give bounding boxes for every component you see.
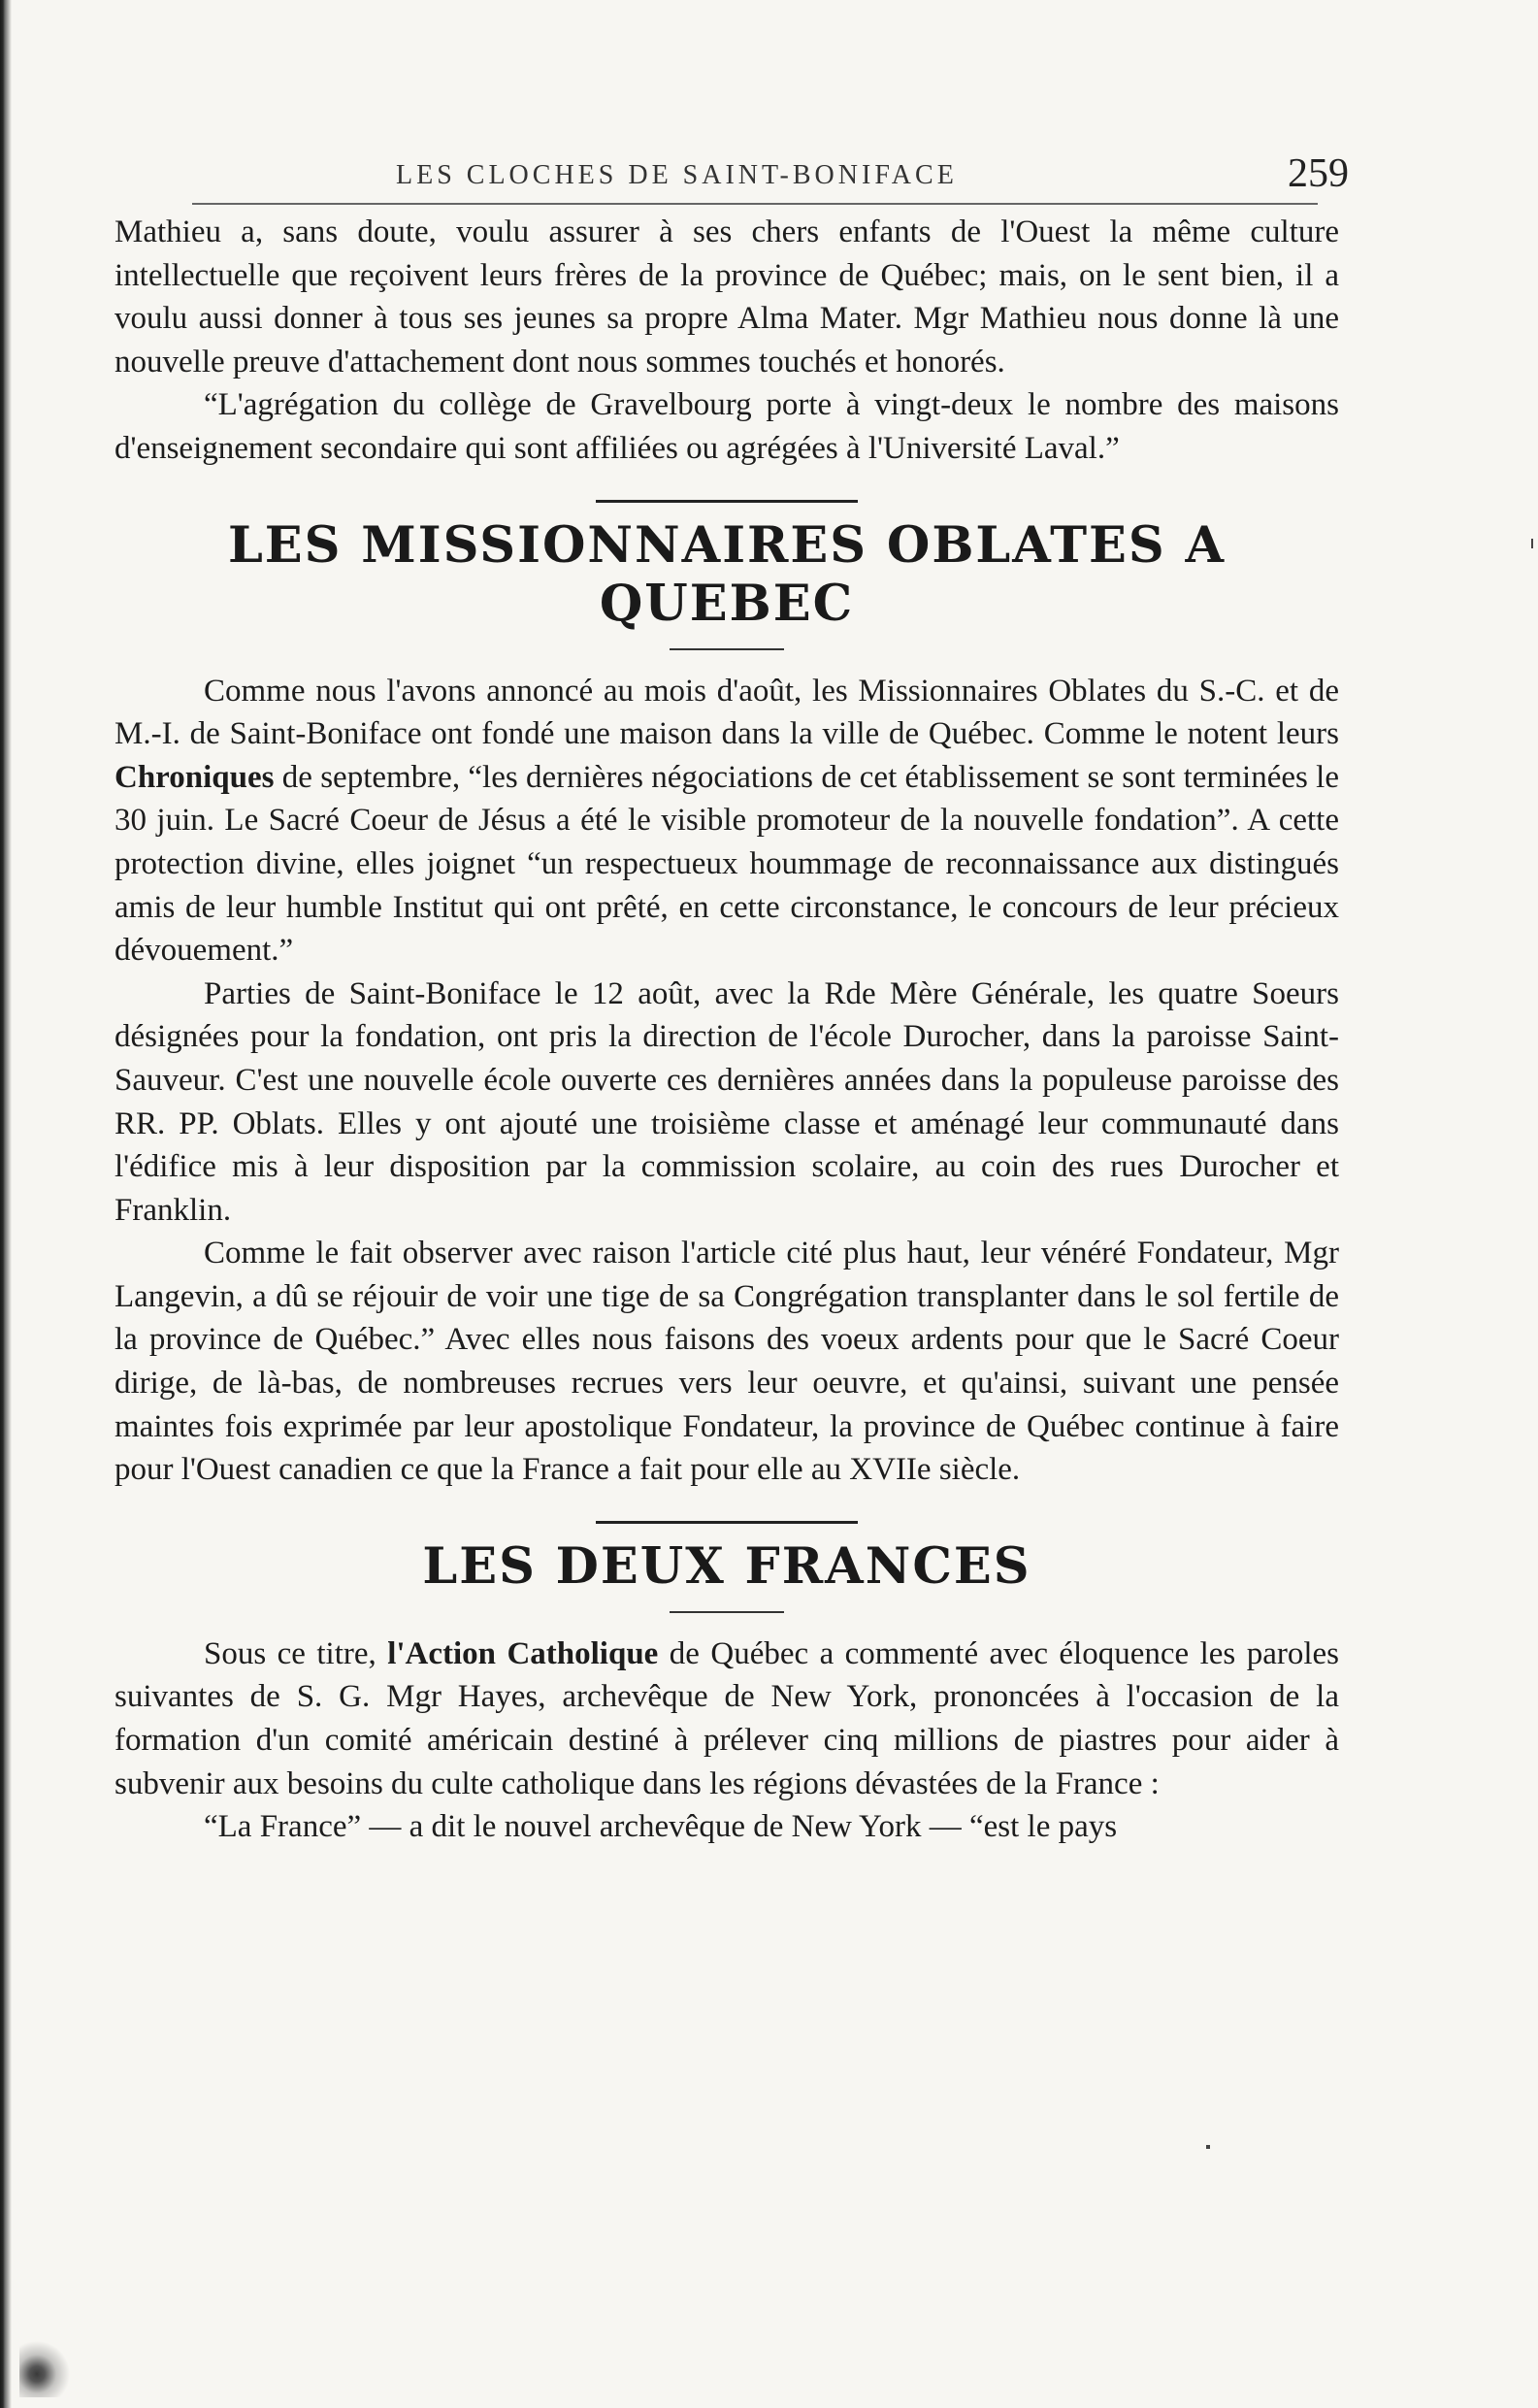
- oblates-paragraph-1: [115, 670, 1339, 973]
- intro-paragraph-1: Mathieu a, sans doute, voulu assurer à ses chers enfants de l'Ouest la même culture intellectuelle que reçoivent leurs frères de la province de Québec; mais, on le sent bien, il a voulu aussi donner à tous ses jeunes sa propre Alma Mater. Mgr Mathieu nous donne là une nouvelle preuve d'attachement dont nous sommes touchés et honorés.: [115, 214, 1339, 379]
- header-rule: [192, 203, 1318, 205]
- binding-edge: [0, 0, 29, 2408]
- running-title: LES CLOCHES DE SAINT-BONIFACE: [396, 160, 958, 190]
- section-heading-deux-frances: LES DEUX FRANCES: [422, 1536, 1031, 1596]
- page-number: 259: [1288, 151, 1349, 196]
- oblates-paragraph-1-text-a: Comme nous l'avons annoncé au mois d'août, les Missionnaires Oblates du S.-C. et de M.-I. de Saint-Boniface ont fondé une maison dans la ville de Québec. Comme le notent leurs: [115, 673, 1339, 752]
- page: [115, 131, 1349, 1849]
- heading-rule: [670, 1611, 784, 1613]
- section-divider: [596, 1521, 858, 1524]
- oblates-paragraph-1-text-b: de septembre, “les dernières négociations de cet établissement se sont terminées le 30 juin. Le Sacré Coeur de Jésus a été le visible promoteur de la nouvelle fondation”. A cette protection divine, elles joignet “un respectueux hoummage de reconnaissance aux distingués amis de leur humble Institut qui ont prêté, en cette circonstance, le concours de leur précieux dévouement.”: [115, 759, 1339, 969]
- section-heading-oblates: LES MISSIONNAIRES OBLATES A QUEBEC: [227, 515, 1227, 633]
- ink-smudge: [19, 2339, 78, 2397]
- running-head: [115, 131, 1349, 199]
- deux-frances-paragraph-1: [115, 1633, 1339, 1805]
- chroniques-title: Chroniques: [115, 759, 275, 795]
- deux-frances-paragraph-1-text-a: Sous ce titre,: [204, 1635, 388, 1671]
- deux-frances-paragraph-1-text-b: de Québec a commenté avec éloquence les paroles suivantes de S. G. Mgr Hayes, archevêque de New York, prononcées à l'occasion de la formation d'un comité américain destiné à prélever cinq millions de piastres pour aider à subvenir aux besoins du culte catholique dans les régions dévastées de la France :: [115, 1635, 1339, 1801]
- section-divider: [596, 500, 858, 503]
- stray-mark: [1206, 2145, 1210, 2149]
- intro-paragraph-2: “L'agrégation du collège de Gravelbourg porte à vingt-deux le nombre des maisons d'enseignement secondaire qui sont affiliées ou agrégées à l'Université Laval.”: [115, 387, 1339, 466]
- stray-mark: [1531, 539, 1533, 548]
- heading-rule: [670, 648, 784, 650]
- oblates-paragraph-2: Parties de Saint-Boniface le 12 août, avec la Rde Mère Générale, les quatre Soeurs désignées pour la fondation, ont pris la direction de l'école Durocher, dans la paroisse Saint- Sauveur. C'est une nouvelle école ouverte ces dernières années dans la populeuse paroisse des RR. PP. Oblats. Elles y ont ajouté une troisième classe et aménagé leur communauté dans l'édifice mis à leur disposition par la commission scolaire, au coin des rues Durocher et Franklin.: [115, 975, 1339, 1228]
- deux-frances-paragraph-2: “La France” — a dit le nouvel archevêque de New York — “est le pays: [204, 1809, 1118, 1845]
- oblates-paragraph-3: Comme le fait observer avec raison l'article cité plus haut, leur vénéré Fondateur, Mgr Langevin, a dû se réjouir de voir une tige de sa Congrégation transplanter dans le sol fertile de la province de Québec.” Avec elles nous faisons des voeux ardents pour que le Sacré Coeur dirige, de là-bas, de nombreuses recrues vers leur oeuvre, et qu'ainsi, suivant une pensée maintes fois exprimée par leur apostolique Fondateur, la province de Québec continue à faire pour l'Ouest canadien ce que la France a fait pour elle au XVIIe siècle.: [115, 1236, 1339, 1488]
- action-catholique-title: l'Action Catholique: [387, 1635, 659, 1671]
